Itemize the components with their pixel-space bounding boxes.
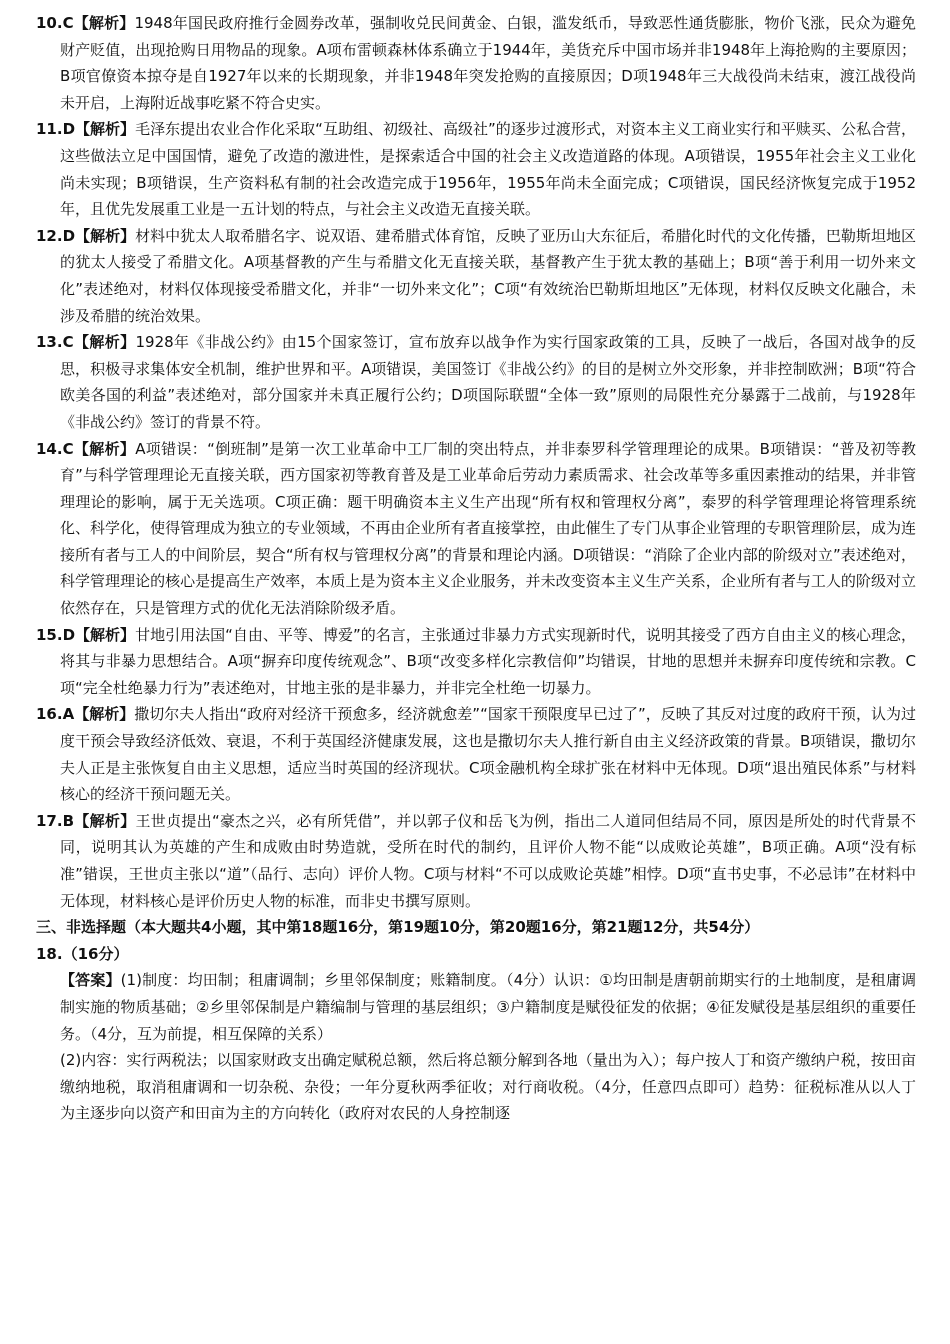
question-18-label: 18.（16分） — [36, 944, 129, 963]
item-number: 15.D — [36, 625, 76, 644]
answer-item-16 — [36, 701, 916, 807]
analysis-text: 王世贞提出“豪杰之兴，必有所凭借”，并以郭子仪和岳飞为例，指出二人道同但结局不同，原因是所处的时代背景不同，说明其认为英雄的产生和成败由时势造就，受所在时代的制约，且评价人物不能“以成败论英雄”，B项正确。A项“没有标准”错误，王世贞主张以“道”（品行、志向）评价人物。C项与材料“不可以成败论英雄”相悖。D项“直书史事，不必忌讳”在材料中无体现，材料核心是评价历史人物的标准，而非史书撰写原则。 — [60, 811, 916, 910]
item-number: 11.D — [36, 120, 76, 139]
question-18-part2 — [36, 1047, 916, 1127]
answer-item-13 — [36, 329, 916, 435]
answer-item-12 — [36, 223, 916, 329]
answer-item-17 — [36, 808, 916, 914]
item-number: 12.D — [36, 226, 76, 245]
analysis-text: 甘地引用法国“自由、平等、博爱”的名言，主张通过非暴力方式实现新时代，说明其接受了西方自由主义的核心理念，将其与非暴力思想结合。A项“摒弃印度传统观念”、B项“改变多样化宗教信仰”均错误，甘地的思想并未摒弃印度传统和宗教。C项“完全杜绝暴力行为”表述绝对，甘地主张的是非暴力，并非完全杜绝一切暴力。 — [60, 625, 916, 697]
analysis-tag: 【解析】 — [73, 14, 135, 32]
item-number: 13.C — [36, 333, 74, 352]
analysis-tag: 【解析】 — [74, 811, 136, 830]
item-number: 17.B — [36, 811, 75, 830]
analysis-tag: 【解析】 — [75, 625, 136, 644]
analysis-text: 材料中犹太人取希腊名字、说双语、建希腊式体育馆，反映了亚历山大东征后，希腊化时代的文化传播，巴勒斯坦地区的犹太人接受了希腊文化。A项基督教的产生与希腊文化无直接关联，基督教产生于犹太教的基础上；B项“善于利用一切外来文化”表述绝对，材料仅体现接受希腊文化，并非“一切外来文化”；C项“有效统治巴勒斯坦地区”无体现，材料仅反映文化融合，未涉及希腊的统治效果。 — [60, 226, 916, 325]
analysis-tag: 【解析】 — [73, 439, 136, 458]
analysis-tag: 【解析】 — [75, 226, 136, 245]
answer-item-11 — [36, 116, 916, 222]
answer-item-10 — [36, 10, 916, 116]
item-number: 16.A — [36, 705, 75, 724]
analysis-text: 1948年国民政府推行金圆券改革，强制收兑民间黄金、白银，滥发纸币，导致恶性通货膨胀，物价飞涨，民众为避免财产贬值，出现抢购日用物品的现象。A项布雷顿森林体系确立于1944年，美货充斥中国市场并非1948年上海抢购的主要原因；B项官僚资本掠夺是自1927年以来的长期现象，并非1948年突发抢购的直接原因；D项1948年三大战役尚未结束，渡江战役尚未开启，上海附近战事吃紧不符合史实。 — [60, 14, 916, 112]
analysis-tag: 【解析】 — [75, 120, 136, 139]
section-heading: 三、非选择题（本大题共4小题，其中第18题16分，第19题10分，第20题16分，第21题12分，共54分） — [36, 918, 760, 937]
analysis-text: 1928年《非战公约》由15个国家签订，宣布放弃以战争作为实行国家政策的工具，反映了一战后，各国对战争的反思，积极寻求集体安全机制，维护世界和平。A项错误，美国签订《非战公约》的目的是树立外交形象，并非控制欧洲；B项“符合欧美各国的利益”表述绝对，部分国家并未真正履行公约；D项国际联盟“全体一致”原则的局限性充分暴露于二战前，与1928年《非战公约》签订的背景不符。 — [60, 333, 916, 431]
answer-tag: 【答案】 — [60, 971, 121, 990]
part2-text: (2)内容：实行两税法；以国家财政支出确定赋税总额，然后将总额分解到各地（量出为入）；每户按人丁和资产缴纳户税，按田亩缴纳地税，取消租庸调和一切杂税、杂役；一年分夏秋两季征收；对行商收税。（4分，任意四点即可）趋势：征税标准从以人丁为主逐步向以资产和田亩为主的方向转化（政府对农民的人身控制逐 — [60, 1051, 916, 1123]
answer-item-15 — [36, 622, 916, 702]
analysis-text: 毛泽东提出农业合作化采取“互助组、初级社、高级社”的逐步过渡形式，对资本主义工商业实行和平赎买、公私合营，这些做法立足中国国情，避免了改造的激进性，是探索适合中国的社会主义改造道路的体现。A项错误，1955年社会主义工业化尚未实现；B项错误，生产资料私有制的社会改造完成于1956年，1955年尚未全面完成；C项错误，国民经济恢复完成于1952年，且优先发展重工业是一五计划的特点，与社会主义改造无直接关联。 — [60, 120, 916, 219]
analysis-tag: 【解析】 — [74, 705, 135, 724]
analysis-text: 撒切尔夫人指出“政府对经济干预愈多，经济就愈差”“国家干预限度早已过了”，反映了其反对过度的政府干预，认为过度干预会导致经济低效、衰退，不利于英国经济健康发展，这也是撒切尔夫人推行新自由主义经济政策的背景。B项错误，撒切尔夫人正是主张恢复自由主义思想，适应当时英国的经济现状。C项金融机构全球扩张在材料中无体现。D项“退出殖民体系”与材料核心的经济干预问题无关。 — [60, 705, 916, 804]
question-18-part1 — [36, 967, 916, 1047]
analysis-text: A项错误：“倒班制”是第一次工业革命中工厂制的突出特点，并非泰罗科学管理理论的成果。B项错误：“普及初等教育”与科学管理理论无直接关联，西方国家初等教育普及是工业革命后劳动力素质需求、社会改革等多重因素推动的结果，并非管理理论的影响，属于无关选项。C项正确：题干明确资本主义生产出现“所有权和管理权分离”，泰罗的科学管理理论将管理系统化、科学化，使得管理成为独立的专业领域，不再由企业所有者直接掌控，由此催生了专门从事企业管理的专职管理阶层，成为连接所有者与工人的中间阶层，契合“所有权与管理权分离”的背景和理论内涵。D项错误：“消除了企业内部的阶级对立”表述绝对，科学管理理论的核心是提高生产效率，本质上是为资本主义企业服务，并未改变资本主义生产关系，企业所有者与工人的阶级对立依然存在，只是管理方式的优化无法消除阶级矛盾。 — [60, 439, 916, 618]
part1-text: (1)制度：均田制；租庸调制；乡里邻保制度；账籍制度。（4分）认识：①均田制是唐朝前期实行的土地制度，是租庸调制实施的物质基础；②乡里邻保制是户籍编制与管理的基层组织；③户籍制度是赋役征发的依据；④征发赋役是基层组织的重要任务。（4分，互为前提，相互保障的关系） — [60, 971, 916, 1043]
item-number: 10.C — [36, 14, 74, 32]
item-number: 14.C — [36, 439, 74, 458]
analysis-tag: 【解析】 — [73, 333, 136, 352]
answer-item-14 — [36, 436, 916, 622]
